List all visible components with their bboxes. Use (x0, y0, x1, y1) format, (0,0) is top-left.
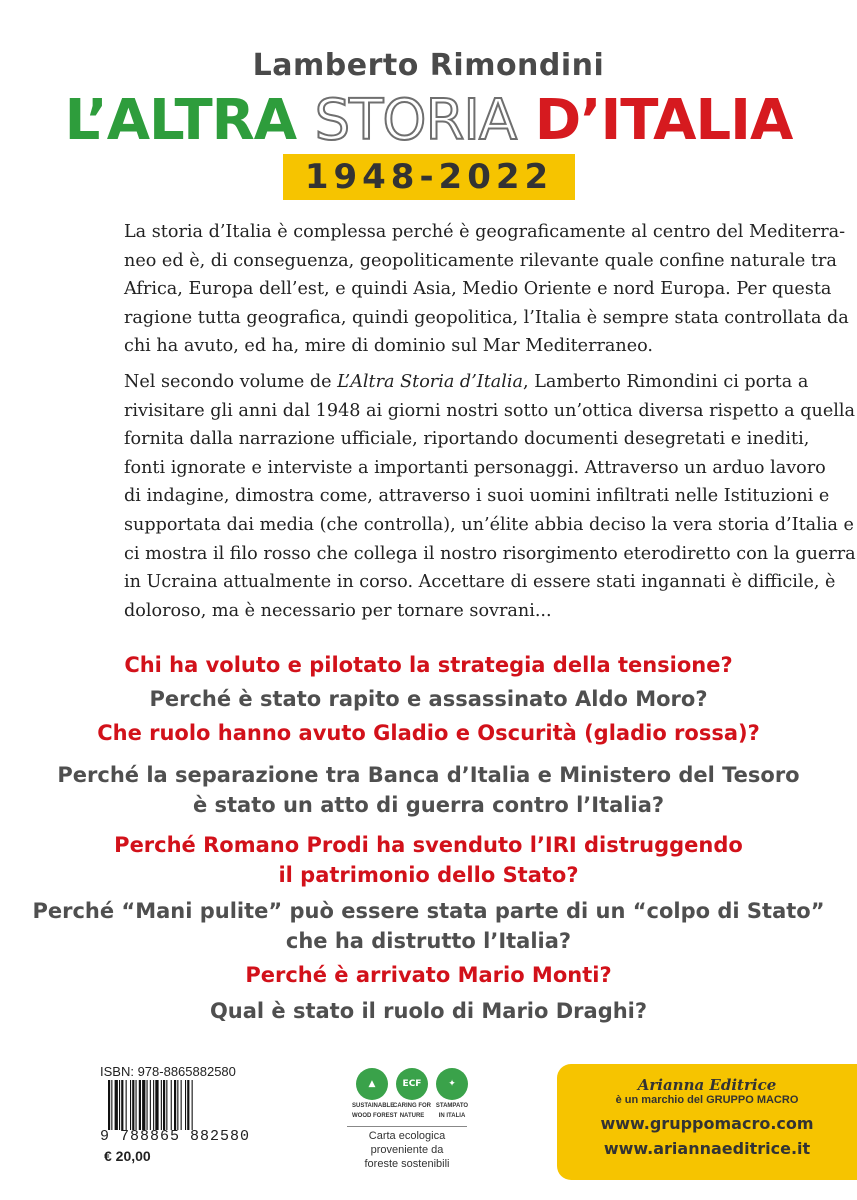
question-line: Perché la separazione tra Banca d’Italia e Ministero del Tesoro (57, 763, 800, 787)
ecf-icon: ECF (396, 1068, 428, 1100)
barcode-bar (150, 1080, 151, 1130)
paragraph-line: La storia d’Italia è complessa perché è geograficamente al centro del Mediterra- (124, 222, 846, 242)
book-title (0, 88, 857, 154)
eco-badge (432, 1068, 472, 1120)
publisher-name: Arianna Editrice (637, 1076, 777, 1094)
title-part-ditalia: D’ITALIA (534, 88, 793, 153)
barcode-icon (108, 1080, 248, 1130)
paragraph-line: ci mostra il filo rosso che collega il nostro risorgimento eterodiretto con la guerra (124, 543, 856, 564)
paragraph-line: neo ed è, di conseguenza, geopoliticamente rilevante quale confine naturale tra (124, 250, 837, 271)
line-text: , Lamberto Rimondini ci porta a (523, 372, 809, 392)
question-item (0, 830, 857, 890)
paragraph-line: fornita dalla narrazione ufficiale, riportando documenti desegretati e inediti, (124, 429, 810, 450)
years-banner: 1948-2022 (283, 154, 575, 200)
barcode-bar (166, 1080, 167, 1130)
question-item (0, 718, 857, 748)
eco-badge-label: WOOD FOREST (352, 1113, 398, 1119)
question-line: Perché “Mani pulite” può essere stata parte di un “colpo di Stato” (32, 899, 825, 923)
barcode-bar (192, 1080, 193, 1130)
barcode-digits: 9 788865 882580 (100, 1128, 251, 1145)
eco-badge-label: STAMPATO (435, 1103, 469, 1109)
paragraph-line: di indagine, dimostra come, attraverso i suoi uomini infiltrati nelle Istituzioni e (124, 486, 830, 507)
paragraph-line (124, 368, 809, 397)
barcode-bar (136, 1080, 137, 1130)
eco-badge-label: NATURE (399, 1113, 425, 1119)
publisher-box (557, 1064, 857, 1180)
barcode-bar (132, 1080, 134, 1130)
question-item (0, 760, 857, 820)
line-text: Nel secondo volume de (124, 372, 338, 392)
paragraph-line: ragione tutta geografica, quindi geopolitica, l’Italia è sempre stata controllata da (124, 307, 849, 328)
barcode-bar (171, 1080, 172, 1130)
question-line: il patrimonio dello Stato? (278, 863, 579, 887)
barcode-bar (126, 1080, 127, 1130)
publisher-subtitle: è un marchio del GRUPPO MACRO (615, 1094, 799, 1106)
author-name: Lamberto Rimondini (252, 48, 605, 83)
question-line: Perché è arrivato Mario Monti? (245, 963, 612, 987)
paragraph-line: Africa, Europa dell’est, e quindi Asia, Medio Oriente e nord Europa. Per questa (124, 279, 832, 300)
question-item (0, 960, 857, 990)
question-item (0, 650, 857, 680)
intro-paragraph (124, 218, 849, 361)
barcode-bar (163, 1080, 165, 1130)
barcode-bar (142, 1080, 145, 1130)
price-label: € 20,00 (104, 1148, 151, 1164)
question-item (0, 896, 857, 956)
tree-icon: ▲ (356, 1068, 388, 1100)
question-line: Chi ha voluto e pilotato la strategia della tensione? (124, 653, 733, 677)
eco-badge-label: IN ITALIA (438, 1113, 466, 1119)
barcode-bar (147, 1080, 148, 1130)
book-title-italic: L’Altra Storia d’Italia (337, 372, 524, 392)
barcode-bar (153, 1080, 154, 1130)
title-part-laltra: L’ALTRA (64, 88, 297, 153)
eco-paper-note (347, 1126, 467, 1171)
eco-badge (352, 1068, 398, 1120)
eco-note-line: Carta ecologica (368, 1130, 446, 1142)
question-item (0, 996, 857, 1026)
barcode-bar (139, 1080, 141, 1130)
eco-badge-label: CARING FOR (393, 1103, 431, 1109)
isbn-label: ISBN: 978-8865882580 (100, 1064, 236, 1079)
paragraph-line: in Ucraina attualmente in corso. Accettare di essere stati ingannati è difficile, è (124, 572, 836, 593)
eco-badge (392, 1068, 432, 1120)
eco-note-line: foreste sostenibili (364, 1158, 450, 1170)
question-line: Che ruolo hanno avuto Gladio e Oscurità (gladio rossa)? (97, 721, 760, 745)
barcode-bar (119, 1080, 120, 1130)
question-item (0, 684, 857, 714)
barcode-bar (111, 1080, 112, 1130)
eco-note-line: proveniente da (370, 1144, 444, 1156)
italy-map-icon: ✦ (436, 1068, 468, 1100)
barcode-bar (115, 1080, 118, 1130)
publisher-url-gruppomacro[interactable]: www.gruppomacro.com (600, 1114, 814, 1133)
question-line: è stato un atto di guerra contro l’Italia? (192, 793, 665, 817)
barcode-bar (187, 1080, 189, 1130)
paragraph-line: chi ha avuto, ed ha, mire di dominio sul Mar Mediterraneo. (124, 336, 654, 357)
paragraph-line: supportata dai media (che controlla), un’élite abbia deciso la vera storia d’Italia e (124, 514, 854, 535)
question-line: che ha distrutto l’Italia? (285, 929, 572, 953)
barcode-bar (121, 1080, 123, 1130)
publisher-url-arianna[interactable]: www.ariannaeditrice.it (603, 1139, 811, 1158)
barcode-bar (174, 1080, 176, 1130)
barcode-bar (177, 1080, 178, 1130)
barcode-block (100, 1064, 250, 1166)
eco-badge-label: SUSTAINABLE (352, 1103, 395, 1109)
description-paragraph (124, 368, 856, 625)
question-line: Qual è stato il ruolo di Mario Draghi? (209, 999, 648, 1023)
barcode-bar (185, 1080, 186, 1130)
paragraph-line: rivisitare gli anni dal 1948 ai giorni nostri sotto un’ottica diversa rispetto a quella (124, 400, 856, 421)
question-line: Perché è stato rapito e assassinato Aldo Moro? (149, 687, 708, 711)
barcode-bar (130, 1080, 131, 1130)
paragraph-line: fonti ignorate e interviste a importanti personaggi. Attraverso un arduo lavoro (124, 457, 826, 478)
barcode-bar (181, 1080, 182, 1130)
title-part-storia: STORIA (314, 88, 517, 153)
question-line: Perché Romano Prodi ha svenduto l’IRI distruggendo (114, 833, 743, 857)
barcode-bar (108, 1080, 110, 1130)
barcode-bar (155, 1080, 158, 1130)
barcode-bar (161, 1080, 162, 1130)
paragraph-line: doloroso, ma è necessario per tornare sovrani... (124, 600, 552, 621)
